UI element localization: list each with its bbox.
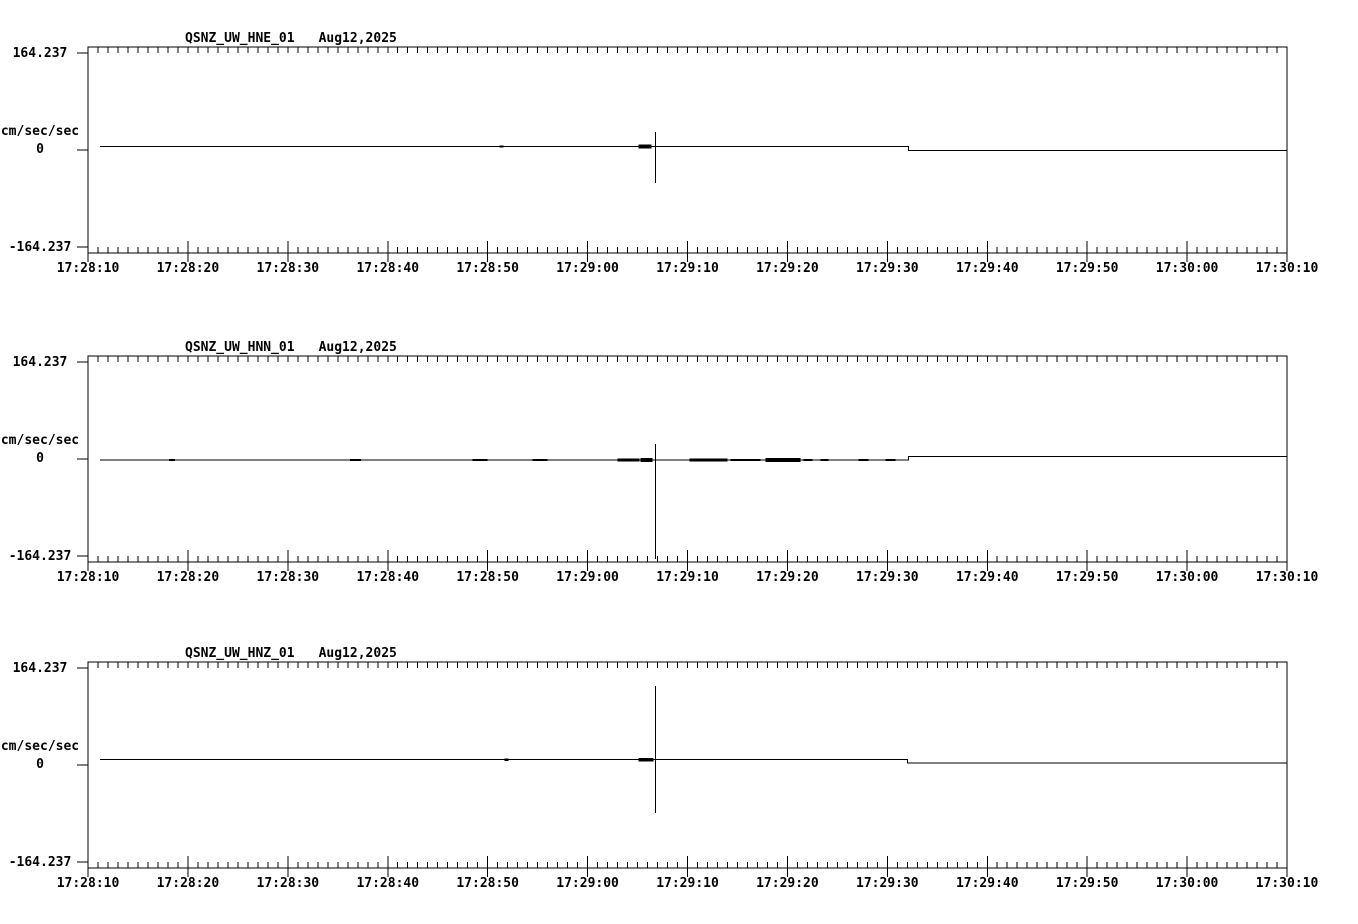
x-tick-label: 17:29:50	[1055, 876, 1119, 891]
y-zero-label: 0	[36, 451, 44, 466]
x-tick-label: 17:28:40	[356, 570, 420, 585]
x-tick-label: 17:29:40	[955, 261, 1019, 276]
x-tick-label: 17:28:30	[256, 570, 320, 585]
x-tick-label: 17:29:20	[756, 570, 819, 585]
y-axis-ticks	[77, 53, 88, 247]
x-tick-label: 17:29:20	[756, 261, 819, 276]
x-tick-label: 17:28:40	[356, 261, 420, 276]
x-tick-label: 17:30:00	[1155, 570, 1219, 585]
x-tick-label: 17:29:40	[955, 876, 1019, 891]
y-zero-label: 0	[36, 142, 44, 157]
top-axis-ticks	[88, 356, 1287, 362]
seismogram-hnn	[0, 309, 1358, 618]
y-units-label: cm/sec/sec	[0, 739, 80, 754]
date-label: Aug12,2025	[318, 340, 397, 355]
waveform-plot	[0, 615, 1358, 924]
x-tick-label: 17:29:00	[556, 876, 619, 891]
x-tick-label: 17:30:00	[1155, 261, 1219, 276]
x-tick-label: 17:29:50	[1055, 261, 1119, 276]
x-tick-label: 17:30:10	[1255, 876, 1319, 891]
y-units-label: cm/sec/sec	[0, 433, 80, 448]
y-zero-label: 0	[36, 757, 44, 772]
x-tick-label: 17:28:50	[456, 261, 519, 276]
y-axis-ticks	[77, 362, 88, 556]
top-axis-ticks	[88, 662, 1287, 668]
x-tick-labels	[57, 876, 1319, 891]
x-tick-label: 17:29:10	[656, 876, 719, 891]
seismogram-hnz	[0, 615, 1358, 924]
x-tick-label: 17:29:50	[1055, 570, 1119, 585]
x-tick-label: 17:30:10	[1255, 570, 1319, 585]
y-min-label: -164.237	[8, 240, 72, 255]
station-channel-label: QSNZ_UW_HNE_01	[185, 31, 295, 46]
date-label: Aug12,2025	[318, 646, 397, 661]
top-axis-ticks	[88, 47, 1287, 53]
x-tick-label: 17:29:10	[656, 261, 719, 276]
x-tick-label: 17:28:20	[156, 261, 220, 276]
x-tick-label: 17:29:00	[556, 261, 619, 276]
x-tick-label: 17:29:30	[856, 876, 919, 891]
x-tick-label: 17:29:30	[856, 570, 919, 585]
x-tick-labels	[57, 570, 1319, 585]
date-label: Aug12,2025	[318, 31, 397, 46]
x-tick-label: 17:28:50	[456, 876, 519, 891]
y-max-label: 164.237	[12, 661, 68, 676]
y-axis-ticks	[77, 668, 88, 862]
x-tick-label: 17:28:10	[56, 876, 120, 891]
waveform-trace	[100, 760, 1287, 763]
x-tick-label: 17:28:10	[56, 570, 120, 585]
x-tick-label: 17:29:10	[656, 570, 719, 585]
x-tick-labels	[57, 261, 1319, 276]
y-max-label: 164.237	[12, 355, 68, 370]
x-tick-label: 17:29:40	[955, 570, 1019, 585]
x-tick-label: 17:28:40	[356, 876, 420, 891]
y-max-label: 164.237	[12, 46, 68, 61]
x-tick-label: 17:29:00	[556, 570, 619, 585]
y-units-label: cm/sec/sec	[0, 124, 80, 139]
plot-frame	[88, 662, 1287, 868]
x-tick-label: 17:28:30	[256, 876, 320, 891]
waveform-plot	[0, 0, 1358, 309]
x-tick-label: 17:30:10	[1255, 261, 1319, 276]
x-tick-label: 17:28:10	[56, 261, 120, 276]
x-tick-label: 17:30:00	[1155, 876, 1219, 891]
x-tick-label: 17:28:20	[156, 570, 220, 585]
plot-frame	[88, 356, 1287, 562]
station-channel-label: QSNZ_UW_HNN_01	[185, 340, 295, 355]
y-min-label: -164.237	[8, 855, 72, 870]
waveform-trace	[100, 147, 1287, 151]
x-tick-label: 17:29:20	[756, 876, 819, 891]
x-tick-label: 17:28:20	[156, 876, 220, 891]
seismogram-hne	[0, 0, 1358, 309]
waveform-plot	[0, 309, 1358, 618]
x-tick-label: 17:28:50	[456, 570, 519, 585]
x-tick-label: 17:29:30	[856, 261, 919, 276]
x-tick-label: 17:28:30	[256, 261, 320, 276]
y-min-label: -164.237	[8, 549, 72, 564]
station-channel-label: QSNZ_UW_HNZ_01	[185, 646, 295, 661]
